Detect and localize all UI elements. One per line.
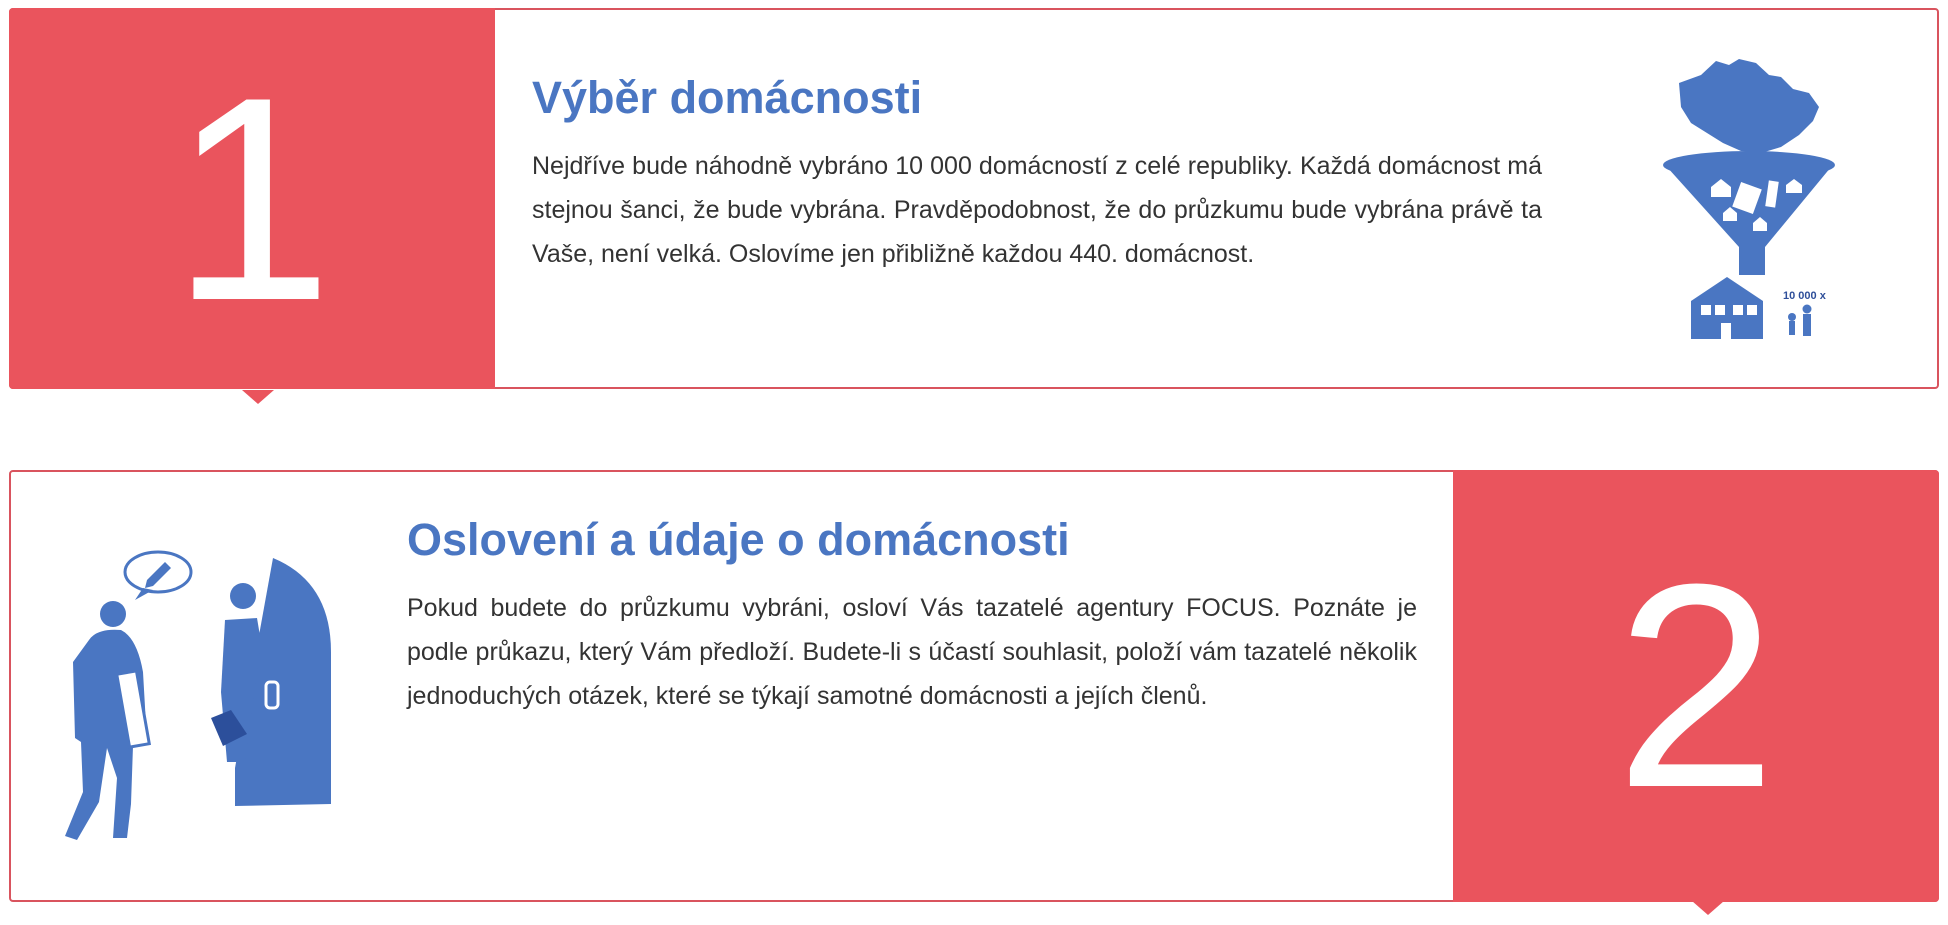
card-pointer (242, 390, 274, 404)
step-content (532, 72, 1542, 276)
step-number-box (1453, 470, 1939, 902)
step-number: 1 (171, 36, 333, 361)
step-number: 2 (1615, 524, 1777, 848)
interviewer-door-icon (61, 542, 351, 842)
household-selection-illustration (1661, 55, 1851, 345)
step-card-2 (9, 470, 1939, 902)
card-pointer (1692, 901, 1724, 915)
step-title: Oslovení a údaje o domácnosti (407, 514, 1070, 565)
step-text: Pokud budete do průzkumu vybráni, osloví Vás tazatelé agentury FOCUS. Poznáte je podle průkazu, který Vám předloží. Budete-li s účastí souhlasit, položí vám tazatelé několik jednoduchých otázek, které se týkají samotné domácnosti a jejích členů. (407, 594, 1417, 710)
step-number-box (9, 8, 495, 389)
funnel-map-icon (1661, 55, 1851, 345)
households-count-label: 10 000 x (1783, 290, 1826, 302)
pencil-icon (145, 562, 171, 588)
step-content (407, 514, 1417, 718)
step-card-1 (9, 8, 1939, 389)
interviewer-visit-illustration (61, 542, 351, 842)
step-title: Výběr domácnosti (532, 72, 923, 123)
step-text: Nejdříve bude náhodně vybráno 10 000 domácností z celé republiky. Každá domácnost má stejnou šanci, že bude vybrána. Pravděpodobnost, že do průzkumu bude vybrána právě ta Vaše, není velká. Oslovíme jen přibližně každou 440. domácnost. (532, 152, 1542, 268)
